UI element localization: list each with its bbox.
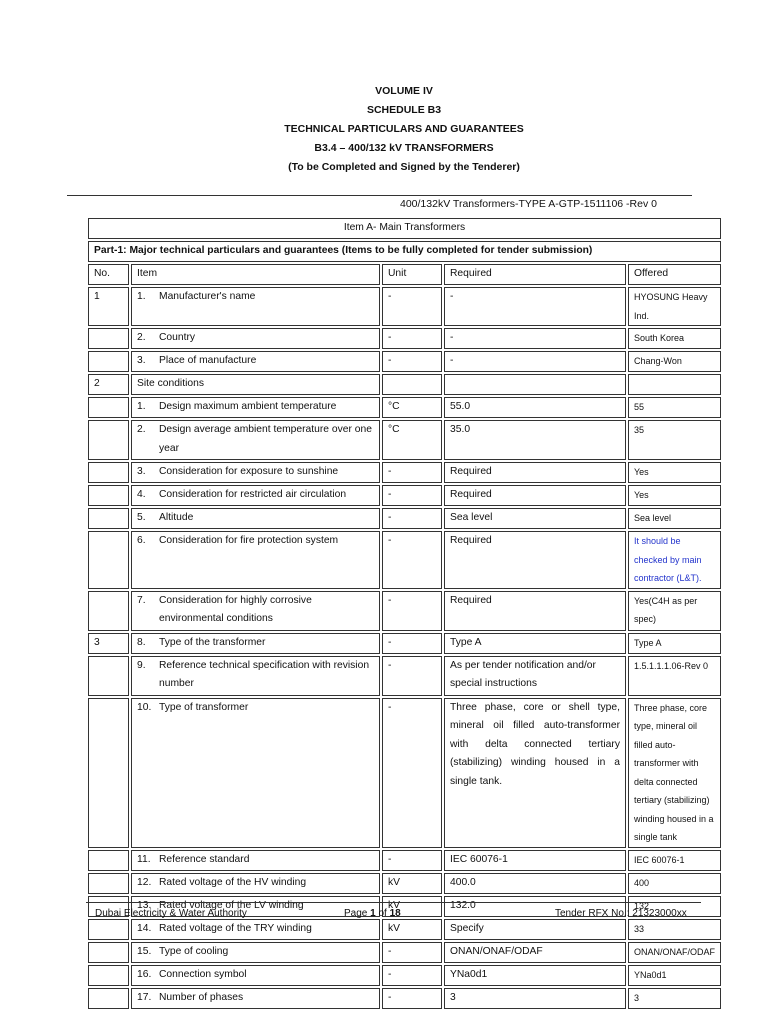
row-offered [628, 420, 721, 460]
item-text: Type of transformer [159, 701, 249, 713]
col-header-required: Required [444, 264, 626, 285]
row-offered [628, 942, 721, 963]
row-offered [628, 591, 721, 631]
row-offered [628, 462, 721, 483]
row-unit: °C [382, 420, 442, 460]
item-text: Type of the transformer [159, 636, 266, 648]
row-unit: - [382, 850, 442, 871]
row-required: Required [444, 485, 626, 506]
table-row [88, 508, 721, 529]
footer-divider [86, 902, 701, 903]
item-index: 13. [137, 899, 152, 911]
row-number [88, 656, 129, 696]
row-item [131, 919, 380, 940]
offered-value: 33 [634, 923, 645, 934]
item-text: Place of manufacture [159, 355, 257, 366]
table-row [88, 850, 721, 871]
row-number [88, 698, 129, 848]
row-item [131, 508, 380, 529]
item-index: 2. [137, 332, 146, 343]
item-text: Consideration for restricted air circulation [159, 489, 347, 500]
row-unit: - [382, 351, 442, 372]
row-required [444, 374, 626, 395]
offered-value: 35 [634, 425, 645, 435]
table-row [88, 633, 721, 654]
row-number [88, 988, 129, 1009]
schedule-title: SCHEDULE B3 [366, 104, 442, 116]
row-required: 132.0 [444, 896, 626, 917]
row-number [88, 873, 129, 894]
row-number [88, 508, 129, 529]
row-unit: - [382, 508, 442, 529]
table-row [88, 328, 721, 349]
row-item [131, 462, 380, 483]
item-text: Rated voltage of the TRY winding [159, 922, 312, 934]
row-unit: kV [382, 919, 442, 940]
item-index: 6. [137, 535, 146, 546]
row-required: Required [444, 531, 626, 589]
row-number [88, 328, 129, 349]
table-row [88, 942, 721, 963]
page-prefix: Page [344, 908, 371, 919]
row-item [131, 873, 380, 894]
offered-value: Yes(C4H as per spec) [634, 595, 698, 624]
table-row [88, 531, 721, 589]
row-item [131, 591, 380, 631]
row-offered [628, 656, 721, 696]
row-required: 3 [444, 988, 626, 1009]
page-current: 1 [370, 908, 376, 919]
table-row [88, 462, 721, 483]
offered-value: Yes [634, 490, 649, 500]
row-unit: - [382, 656, 442, 696]
table-row [88, 919, 721, 940]
row-item [131, 656, 380, 696]
row-offered [628, 351, 721, 372]
row-unit: kV [382, 873, 442, 894]
gtp-table [86, 216, 723, 1011]
row-number [88, 919, 129, 940]
row-required: ONAN/ONAF/ODAF [444, 942, 626, 963]
item-index: 1. [137, 401, 146, 412]
item-text: Consideration for fire protection system [159, 535, 339, 546]
table-row [88, 656, 721, 696]
row-item [131, 698, 380, 848]
row-item [131, 328, 380, 349]
row-number [88, 420, 129, 460]
row-item [131, 942, 380, 963]
table-row [88, 873, 721, 894]
offered-value: Yes [634, 467, 649, 477]
item-text: Type of cooling [159, 945, 229, 957]
item-index: 8. [137, 636, 146, 648]
offered-value: 400 [634, 877, 650, 888]
item-index: 1. [137, 291, 146, 302]
page-total: 18 [389, 908, 401, 919]
item-text: Altitude [159, 512, 194, 523]
table-row [88, 420, 721, 460]
table-row [88, 287, 721, 326]
row-offered [628, 965, 721, 986]
row-item [131, 351, 380, 372]
row-required: Sea level [444, 508, 626, 529]
item-index: 15. [137, 945, 152, 957]
row-unit: - [382, 988, 442, 1009]
row-number [88, 462, 129, 483]
row-item [131, 287, 380, 326]
row-offered [628, 485, 721, 506]
item-text: Consideration for highly corrosive environmental conditions [159, 594, 312, 624]
offered-value: 132 [634, 900, 650, 911]
row-item [131, 965, 380, 986]
offered-value: Three phase, core type, mineral oil filled auto-transformer with delta connected tertiary (stabilizing) winding housed in a single tank [634, 702, 714, 842]
row-offered [628, 873, 721, 894]
col-header-no: No. [88, 264, 129, 285]
row-item [131, 420, 380, 460]
page-of: of [375, 908, 390, 919]
instruction-line: (To be Completed and Signed by the Tenderer) [288, 161, 520, 173]
item-text: Connection symbol [159, 968, 247, 980]
offered-value: 3 [634, 992, 640, 1003]
row-unit: - [382, 633, 442, 654]
footer-org: Dubai Electricity & Water Authority [95, 908, 247, 919]
row-required: 55.0 [444, 397, 626, 418]
offered-value: YNa0d1 [634, 969, 667, 980]
row-offered [628, 988, 721, 1009]
item-text: Consideration for exposure to sunshine [159, 466, 339, 477]
item-text: Rated voltage of the LV winding [159, 899, 304, 911]
row-number: 1 [88, 287, 129, 326]
table-row [88, 591, 721, 631]
row-item [131, 633, 380, 654]
offered-value: IEC 60076-1 [634, 854, 685, 865]
item-text: Reference technical specification with revision number [159, 659, 370, 689]
row-offered [628, 919, 721, 940]
row-offered [628, 633, 721, 654]
footer-tender: Tender RFX No.: 21323000xx [555, 908, 687, 919]
row-unit: - [382, 531, 442, 589]
row-number [88, 531, 129, 589]
item-text: Manufacturer's name [159, 291, 256, 302]
row-number [88, 850, 129, 871]
row-required: Required [444, 591, 626, 631]
item-text: Rated voltage of the HV winding [159, 876, 307, 888]
col-header-unit: Unit [382, 264, 442, 285]
offered-value: Type A [634, 637, 662, 648]
item-index: 2. [137, 424, 146, 435]
subsection-title: B3.4 – 400/132 kV TRANSFORMERS [314, 142, 494, 154]
offered-value: Sea level [634, 513, 672, 523]
offered-value: 55 [634, 402, 645, 412]
table-row [88, 485, 721, 506]
offered-value: 1.5.1.1.1.06-Rev 0 [634, 660, 709, 671]
item-text: Design average ambient temperature over one year [159, 424, 372, 454]
col-header-offered: Offered [628, 264, 721, 285]
table-row [88, 988, 721, 1009]
row-item [131, 397, 380, 418]
item-index: 5. [137, 512, 146, 523]
row-offered [628, 850, 721, 871]
offered-note: It should be checked by main contractor (L&T). [634, 536, 702, 583]
row-item [131, 485, 380, 506]
row-required: 35.0 [444, 420, 626, 460]
item-text: Site conditions [137, 378, 204, 389]
part-title: Part-1: Major technical particulars and guarantees (Items to be fully completed for tender submission) [88, 241, 721, 262]
table-row [88, 374, 721, 395]
item-index: 14. [137, 922, 152, 934]
col-header-item: Item [131, 264, 380, 285]
row-offered [628, 508, 721, 529]
item-index: 11. [137, 853, 151, 865]
row-unit: - [382, 328, 442, 349]
section-title: TECHNICAL PARTICULARS AND GUARANTEES [284, 123, 524, 135]
table-row [88, 698, 721, 848]
volume-title: VOLUME IV [375, 85, 433, 97]
row-unit: kV [382, 896, 442, 917]
row-number [88, 965, 129, 986]
item-text: Country [159, 332, 196, 343]
item-index: 4. [137, 489, 146, 500]
row-unit: °C [382, 397, 442, 418]
row-number: 3 [88, 633, 129, 654]
row-number [88, 485, 129, 506]
item-text: Number of phases [159, 991, 244, 1003]
table-title-row [88, 218, 721, 239]
row-unit [382, 374, 442, 395]
item-index: 10. [137, 701, 152, 713]
row-required: - [444, 351, 626, 372]
row-required: - [444, 287, 626, 326]
item-index: 17. [137, 991, 152, 1003]
row-item [131, 531, 380, 589]
offered-value: Chang-Won [634, 356, 682, 366]
item-index: 12. [137, 876, 152, 888]
row-required: Specify [444, 919, 626, 940]
row-offered [628, 374, 721, 395]
row-item [131, 850, 380, 871]
row-offered [628, 397, 721, 418]
row-number [88, 351, 129, 372]
row-item [131, 374, 380, 395]
row-number [88, 591, 129, 631]
item-index: 7. [137, 594, 146, 606]
row-number [88, 942, 129, 963]
row-unit: - [382, 462, 442, 483]
row-unit: - [382, 942, 442, 963]
table-row [88, 965, 721, 986]
item-index: 16. [137, 968, 152, 980]
row-number: 2 [88, 374, 129, 395]
row-required: Three phase, core or shell type, mineral oil filled auto-transformer with delta connected tertiary (stabilizing) winding housed in a single tank. [444, 698, 626, 848]
row-offered [628, 328, 721, 349]
item-index: 9. [137, 659, 146, 671]
row-number [88, 397, 129, 418]
table-row [88, 397, 721, 418]
row-unit: - [382, 485, 442, 506]
table-title: Item A- Main Transformers [88, 218, 721, 239]
row-required: Type A [444, 633, 626, 654]
offered-value: ONAN/ONAF/ODAF [634, 946, 716, 957]
offered-value: South Korea [634, 333, 685, 343]
column-header-row [88, 264, 721, 285]
row-offered [628, 531, 721, 589]
row-required: IEC 60076-1 [444, 850, 626, 871]
row-unit: - [382, 698, 442, 848]
offered-value: HYOSUNG Heavy Ind. [634, 292, 708, 321]
row-unit: - [382, 287, 442, 326]
item-index: 3. [137, 355, 146, 366]
table-row [88, 351, 721, 372]
row-required: As per tender notification and/or special instructions [444, 656, 626, 696]
row-unit: - [382, 965, 442, 986]
document-heading [0, 82, 768, 177]
row-offered [628, 287, 721, 326]
row-item [131, 988, 380, 1009]
row-unit: - [382, 591, 442, 631]
part-title-row [88, 241, 721, 262]
row-required: 400.0 [444, 873, 626, 894]
footer-page [344, 908, 401, 919]
row-required: - [444, 328, 626, 349]
header-divider [67, 195, 692, 196]
document-reference: 400/132kV Transformers-TYPE A-GTP-1511106 -Rev 0 [400, 198, 657, 210]
row-required: YNa0d1 [444, 965, 626, 986]
item-text: Design maximum ambient temperature [159, 401, 337, 412]
item-index: 3. [137, 466, 146, 477]
row-offered [628, 698, 721, 848]
row-required: Required [444, 462, 626, 483]
item-text: Reference standard [159, 853, 250, 865]
